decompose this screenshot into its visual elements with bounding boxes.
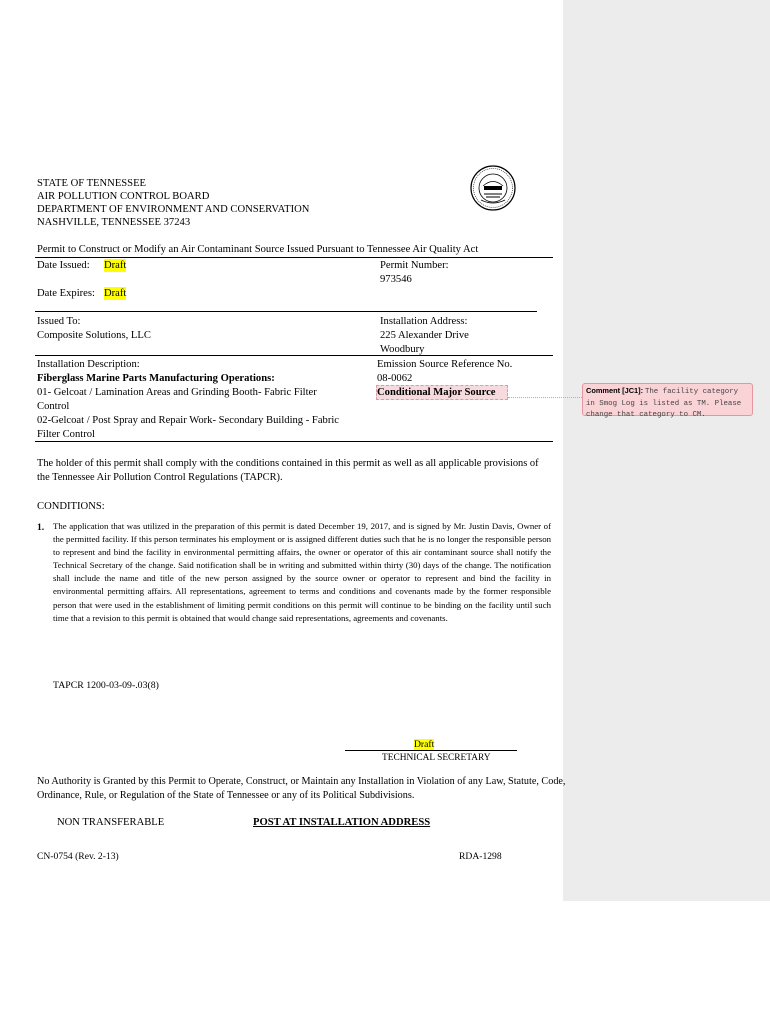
disclaimer-cont: Ordinance, Rule, or Regulation of the State of Tennessee or any of its Political Subdivisions. bbox=[37, 790, 415, 801]
condition-number: 1. bbox=[37, 523, 45, 533]
installation-description-title: Fiberglass Marine Parts Manufacturing Operations: bbox=[37, 373, 275, 384]
review-comment[interactable] bbox=[582, 383, 753, 419]
installation-item-1: 01- Gelcoat / Lamination Areas and Grinding Booth- Fabric Filter bbox=[37, 387, 317, 398]
issued-to-value: Composite Solutions, LLC bbox=[37, 330, 151, 341]
installation-address-city: Woodbury bbox=[380, 344, 425, 355]
condition-1-reference: TAPCR 1200-03-09-.03(8) bbox=[53, 680, 159, 691]
installation-address-street: 225 Alexander Drive bbox=[380, 330, 469, 341]
date-expires-label: Date Expires: bbox=[37, 288, 95, 299]
header-address: NASHVILLE, TENNESSEE 37243 bbox=[37, 217, 191, 228]
tennessee-seal-icon bbox=[470, 165, 516, 211]
divider bbox=[35, 257, 553, 258]
non-transferable: NON TRANSFERABLE bbox=[57, 817, 165, 828]
date-issued-label: Date Issued: bbox=[37, 260, 90, 271]
permit-number-label: Permit Number: bbox=[380, 260, 449, 271]
header-department: DEPARTMENT OF ENVIRONMENT AND CONSERVATION bbox=[37, 204, 310, 215]
installation-address-label: Installation Address: bbox=[380, 316, 468, 327]
conditions-heading: CONDITIONS: bbox=[37, 501, 105, 512]
installation-item-2-cont: Filter Control bbox=[37, 429, 95, 440]
issued-to-label: Issued To: bbox=[37, 316, 81, 327]
comment-text: The facility category in Smog Log is listed as TM. Please change that category to CM. bbox=[586, 388, 742, 419]
post-at-installation-address: POST AT INSTALLATION ADDRESS bbox=[253, 817, 431, 828]
installation-description-label: Installation Description: bbox=[37, 359, 140, 370]
divider bbox=[35, 311, 537, 312]
comment-connector bbox=[508, 397, 582, 398]
condition-1-text: The application that was utilized in the preparation of this permit is dated December 19, 2017, and is signed by Mr. Justin Davis, Owner of the permitted facility. If this person terminates his employment or is assigned different duties such that he is no longer the responsible person to represent and bind the facility in environmental permitting affairs, the owner or operator of this air contaminant source shall notify the Technical Secretary of the change. Said notification shall be in writing and submitted within thirty (30) days of the change. The notification shall include the name and title of the new person assigned by the source owner or operator to represent and bind the facility in environmental permitting affairs. All representations, agreement to terms and conditions and covenants made by the former responsible person that were used in the establishment of limiting permit conditions on this permit will continue to be binding on the facility until such time that a revision to this permit is obtained that would change said representations, agreements and covenants. bbox=[53, 521, 551, 623]
holder-statement: The holder of this permit shall comply with the conditions contained in this permit as well as all applicable provisions of bbox=[37, 458, 539, 469]
permit-title: Permit to Construct or Modify an Air Contaminant Source Issued Pursuant to Tennessee Air Quality Act bbox=[37, 244, 479, 255]
rda-number: RDA-1298 bbox=[459, 851, 502, 862]
installation-item-2: 02-Gelcoat / Post Spray and Repair Work- Secondary Building - Fabric bbox=[37, 415, 339, 426]
date-expires-value: Draft bbox=[104, 288, 127, 299]
date-issued-value: Draft bbox=[104, 260, 127, 271]
signature-draft: Draft bbox=[414, 739, 435, 750]
comment-margin-pane bbox=[563, 0, 770, 901]
header-state: STATE OF TENNESSEE bbox=[37, 178, 147, 189]
installation-item-1-cont: Control bbox=[37, 401, 70, 412]
divider bbox=[35, 441, 553, 442]
emission-source-label: Emission Source Reference No. bbox=[377, 359, 513, 370]
divider bbox=[35, 355, 553, 356]
signature-title: TECHNICAL SECRETARY bbox=[382, 753, 491, 763]
holder-statement-cont: the Tennessee Air Pollution Control Regulations (TAPCR). bbox=[37, 472, 283, 483]
permit-number-value: 973546 bbox=[380, 274, 412, 285]
disclaimer: No Authority is Granted by this Permit to Operate, Construct, or Maintain any Installation in Violation of any Law, Statute, Code, bbox=[37, 776, 566, 787]
form-number: CN-0754 (Rev. 2-13) bbox=[37, 851, 119, 862]
source-category: Conditional Major Source bbox=[377, 387, 496, 398]
signature-line bbox=[345, 750, 517, 751]
header-board: AIR POLLUTION CONTROL BOARD bbox=[37, 191, 210, 202]
emission-source-value: 08-0062 bbox=[377, 373, 413, 384]
comment-author-label: Comment [JC1]: bbox=[586, 386, 644, 395]
